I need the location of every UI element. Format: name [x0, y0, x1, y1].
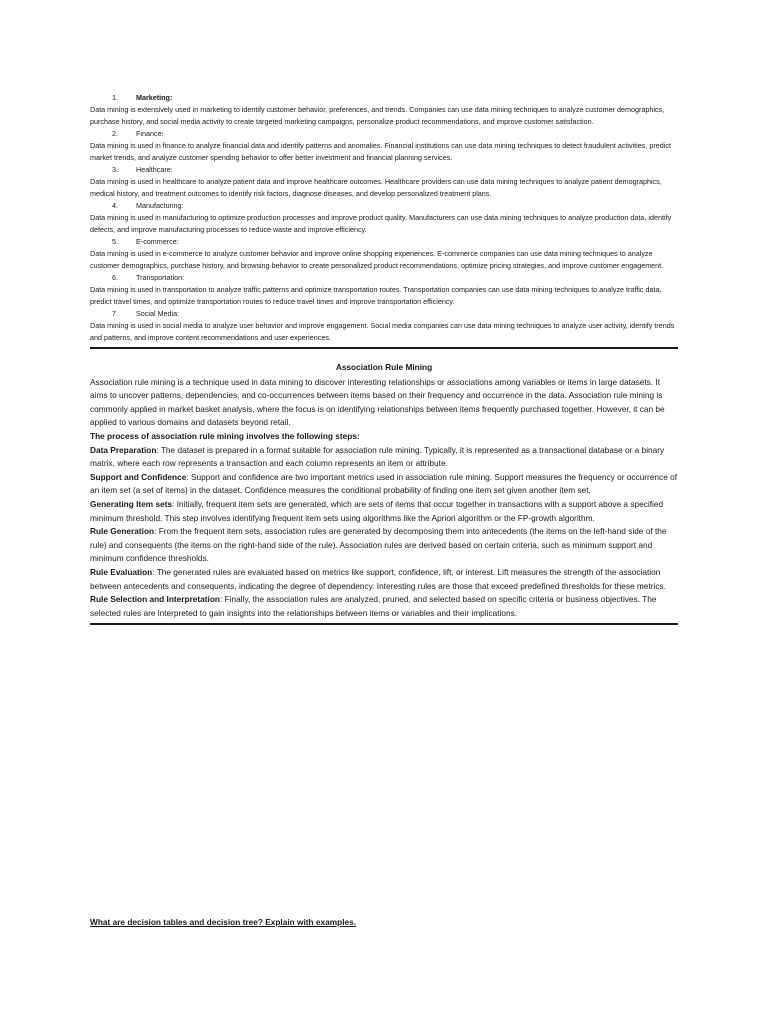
item-title: Transportation:: [136, 273, 185, 282]
step-paragraph: [90, 471, 678, 498]
item-number: 5.: [112, 237, 118, 246]
item-text: Data mining is used in e-commerce to analyze customer behavior and improve online shopping experiences. E-commerce companies can use data mining techniques to analyze customer demographics, purchase history, and browsing behavior to create personalized product recommendations, optimize pricing strategies, and improve customer engagement.: [90, 249, 664, 270]
step-paragraph: [90, 444, 678, 471]
item-number: 4.: [112, 201, 118, 210]
item-number: 3.: [112, 165, 118, 174]
item-title: Social Media:: [136, 309, 180, 318]
step-term: Data Preparation: [90, 444, 157, 455]
step-paragraph: [90, 498, 678, 525]
step-paragraph: [90, 593, 678, 620]
application-item: [90, 308, 678, 344]
item-title: Healthcare:: [136, 165, 173, 174]
applications-list: [90, 92, 678, 344]
section-title: Association Rule Mining: [335, 362, 433, 372]
item-text: Data mining is extensively used in marketing to identify customer behavior, preferences, and trends. Companies can use data mining techniques to analyze customer demographics, purchase history, and social media activity to create targeted marketing campaigns, personalize product recommendations, and improve customer satisfaction.: [90, 105, 665, 126]
document-page: [90, 92, 678, 625]
step-text: : Initially, frequent item sets are generated, which are sets of items that occur together in transactions with a support above a specified minimum threshold. This step involves identifying frequent item sets using algorithms like the Apriori algorithm or the FP-growth algorithm.: [90, 498, 664, 523]
item-number: 7.: [112, 309, 118, 318]
item-text: Data mining is used in manufacturing to optimize production processes and improve product quality. Manufacturers can use data mining techniques to analyze production data, identify defects, and improve manufacturing processes to reduce waste and improve efficiency.: [90, 213, 672, 234]
steps-heading: The process of association rule mining involves the following steps:: [90, 430, 360, 441]
item-number: 2.: [112, 129, 118, 138]
item-title: E-commerce:: [136, 237, 179, 246]
application-item: [90, 128, 678, 164]
question-heading: What are decision tables and decision tree? Explain with examples.: [90, 917, 357, 927]
step-text: : Finally, the association rules are analyzed, pruned, and selected based on specific criteria or business objectives. The selected rules are interpreted to gain insights into the relationships between items or variables and their implications.: [90, 594, 657, 618]
application-item: [90, 272, 678, 308]
step-term: Support and Confidence: [90, 471, 187, 482]
intro-paragraph: Association rule mining is a technique used in data mining to discover interesting relationships or associations among variables or items in large datasets. It aims to uncover patterns, dependencies, and co-occurrences between items based on their frequency and occurrence in the data. Association rule mining is commonly applied in market basket analysis, where the focus is on identifying relationships between items frequently purchased together. However, it can be applied to various domains and datasets beyond retail.: [90, 376, 665, 428]
step-text: : The generated rules are evaluated based on metrics like support, confidence, lift, or interest. Lift measures the strength of the association between antecedents and consequents, indicating the degree of dependency. Interesting rules are those that exceed predefined thresholds for these metrics.: [90, 566, 666, 591]
item-number: 1.: [112, 93, 118, 102]
item-number: 6.: [112, 273, 118, 282]
step-term: Rule Evaluation: [90, 566, 153, 577]
application-item: [90, 236, 678, 272]
item-text: Data mining is used in social media to analyze user behavior and improve engagement. Social media companies can use data mining techniques to analyze user activity, identify trends and patterns, and improve content recommendations and user experiences.: [90, 321, 675, 342]
step-paragraph: [90, 525, 678, 566]
item-title: Finance:: [136, 129, 164, 138]
item-title: Marketing:: [136, 93, 173, 102]
section-divider: [90, 623, 678, 625]
step-term: Rule Generation: [90, 526, 155, 537]
step-text: : The dataset is prepared in a format suitable for association rule mining. Typically, it is represented as a transactional database or a binary matrix, where each row represents a transaction and each column represents an item or attribute.: [90, 444, 665, 469]
step-paragraph: [90, 566, 678, 593]
item-title: Manufacturing:: [136, 201, 184, 210]
application-item: [90, 164, 678, 200]
step-text: : From the frequent item sets, association rules are generated by decomposing them into antecedents (the items on the left-hand side of the rule) and consequents (the items on the right-hand side of the rule). Association rules are derived based on certain criteria, such as minimum support and minimum confidence thresholds.: [90, 526, 667, 564]
step-text: : Support and confidence are two important metrics used in association rule mining. Support measures the frequency or occurrence of an item set (a set of items) in the dataset. Confidence measures the conditional probability of finding one item set given another item set.: [90, 471, 678, 496]
item-text: Data mining is used in finance to analyze financial data and identify patterns and anomalies. Financial institutions can use data mining techniques to detect fraudulent activities, predict market trends, and analyze customer spending behavior to offer better investment and financial planning services.: [90, 141, 671, 162]
section-divider: [90, 347, 678, 349]
step-term: Rule Selection and Interpretation: [90, 594, 221, 605]
item-text: Data mining is used in transportation to analyze traffic patterns and optimize transportation routes. Transportation companies can use data mining techniques to analyze traffic data, predict travel times, and optimize transportation routes to reduce travel times and improve transportation efficiency.: [90, 285, 662, 306]
application-item: [90, 92, 678, 128]
item-text: Data mining is used in healthcare to analyze patient data and improve healthcare outcomes. Healthcare providers can use data mining techniques to analyze patient demographics, medical history, and treatment outcomes to identify risk factors, diagnose diseases, and develop personalized treatment plans.: [90, 177, 662, 198]
step-term: Generating Item sets: [90, 498, 173, 509]
association-rule-mining-section: [90, 361, 678, 620]
application-item: [90, 200, 678, 236]
